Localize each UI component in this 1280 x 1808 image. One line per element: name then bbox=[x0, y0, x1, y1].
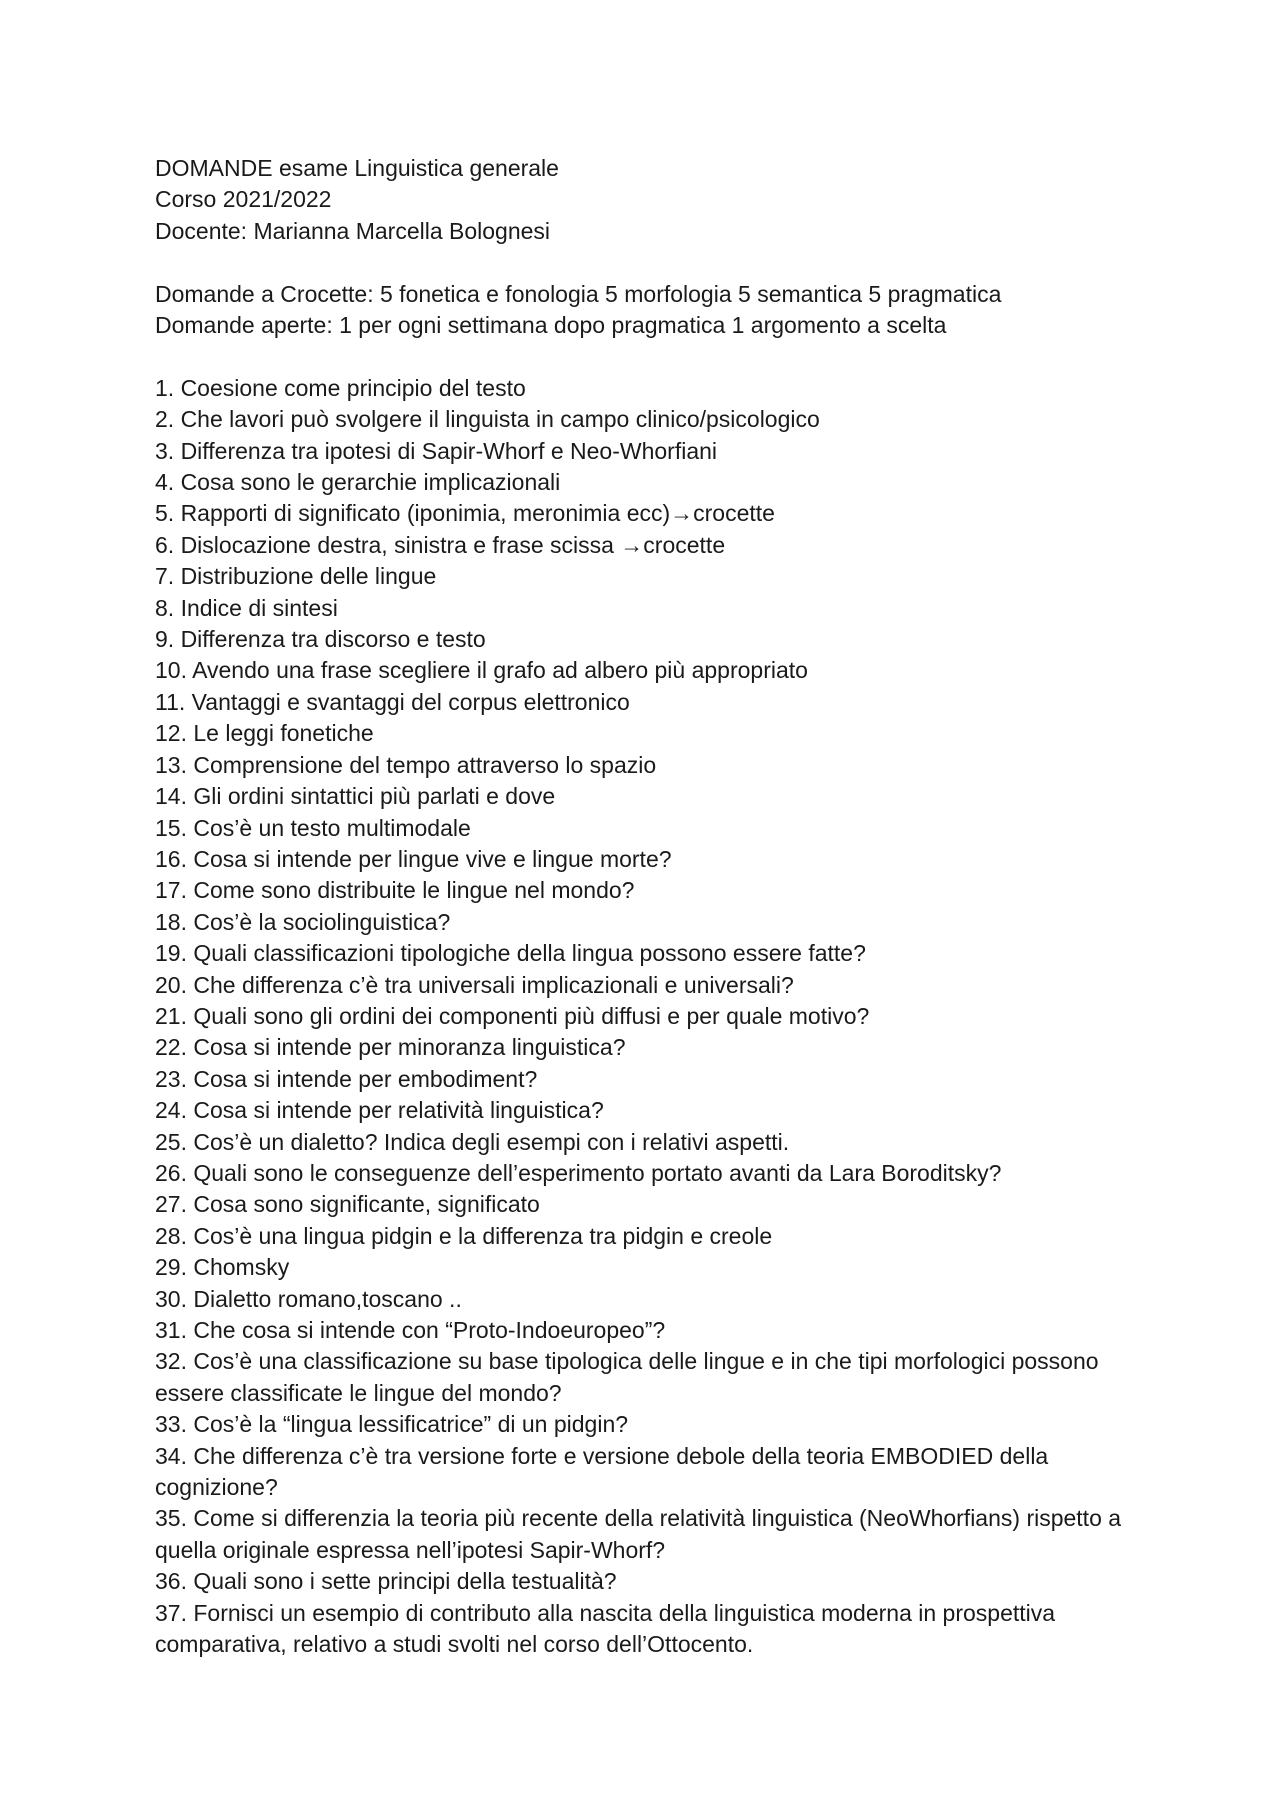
question-item: 21. Quali sono gli ordini dei componenti più diffusi e per quale motivo? bbox=[155, 1002, 870, 1029]
question-item: 34. Che differenza c’è tra versione forte e versione debole della teoria EMBODIED della cognizione? bbox=[155, 1442, 1049, 1501]
question-item: 17. Come sono distribuite le lingue nel mondo? bbox=[155, 877, 635, 904]
question-item: 25. Cos’è un dialetto? Indica degli esempi con i relativi aspetti. bbox=[155, 1128, 790, 1155]
question-item: 12. Le leggi fonetiche bbox=[155, 720, 374, 747]
course-year: Corso 2021/2022 bbox=[155, 186, 332, 213]
question-item: 3. Differenza tra ipotesi di Sapir-Whorf e Neo-Whorfiani bbox=[155, 437, 718, 464]
question-item: 20. Che differenza c’è tra universali implicazionali e universali? bbox=[155, 971, 794, 998]
question-item: 2. Che lavori può svolgere il linguista in campo clinico/psicologico bbox=[155, 406, 820, 433]
question-item: 23. Cosa si intende per embodiment? bbox=[155, 1065, 538, 1092]
question-item: 7. Distribuzione delle lingue bbox=[155, 563, 437, 590]
question-item: 31. Che cosa si intende con “Proto-Indoeuropeo”? bbox=[155, 1317, 666, 1343]
question-item: 18. Cos’è la sociolinguistica? bbox=[155, 908, 451, 935]
question-item: 5. Rapporti di significato (iponimia, meronimia ecc)→crocette bbox=[155, 500, 775, 527]
question-item: 28. Cos’è una lingua pidgin e la differenza tra pidgin e creole bbox=[155, 1222, 773, 1249]
question-item: 29. Chomsky bbox=[155, 1254, 290, 1281]
question-item: 4. Cosa sono le gerarchie implicazionali bbox=[155, 469, 561, 496]
question-item: 6. Dislocazione destra, sinistra e frase scissa →crocette bbox=[155, 531, 726, 558]
question-item: 14. Gli ordini sintattici più parlati e dove bbox=[155, 783, 556, 810]
open-questions-info: Domande aperte: 1 per ogni settimana dopo pragmatica 1 argomento a scelta bbox=[155, 312, 947, 339]
question-item: 15. Cos’è un testo multimodale bbox=[155, 814, 471, 841]
question-item: 8. Indice di sintesi bbox=[155, 594, 338, 621]
question-item: 27. Cosa sono significante, significato bbox=[155, 1191, 540, 1218]
question-item: 22. Cosa si intende per minoranza linguistica? bbox=[155, 1034, 626, 1061]
question-item: 26. Quali sono le conseguenze dell’esperimento portato avanti da Lara Boroditsky? bbox=[155, 1159, 1002, 1186]
spacer bbox=[155, 341, 1155, 372]
question-item: 19. Quali classificazioni tipologiche della lingua possono essere fatte? bbox=[155, 940, 866, 967]
document-page bbox=[155, 153, 1155, 1660]
question-item: 1. Coesione come principio del testo bbox=[155, 374, 526, 401]
teacher-name: Docente: Marianna Marcella Bolognesi bbox=[155, 217, 551, 244]
question-item: 13. Comprensione del tempo attraverso lo spazio bbox=[155, 751, 657, 778]
spacer bbox=[155, 247, 1155, 278]
questions-list bbox=[155, 373, 1155, 1661]
question-item: 10. Avendo una frase scegliere il grafo ad albero più appropriato bbox=[155, 657, 808, 684]
question-item: 33. Cos’è la “lingua lessificatrice” di un pidgin? bbox=[155, 1411, 629, 1438]
question-item: 35. Come si differenzia la teoria più recente della relatività linguistica (NeoWhorfians) rispetto a quella originale espressa nell’ipotesi Sapir-Whorf? bbox=[155, 1505, 1122, 1563]
document-title: DOMANDE esame Linguistica generale bbox=[155, 155, 559, 181]
question-item: 16. Cosa si intende per lingue vive e lingue morte? bbox=[155, 845, 672, 872]
question-item: 11. Vantaggi e svantaggi del corpus elettronico bbox=[155, 688, 630, 715]
question-item: 32. Cos’è una classificazione su base tipologica delle lingue e in che tipi morfologici possono essere classificate le lingue del mondo? bbox=[155, 1348, 1099, 1406]
question-item: 24. Cosa si intende per relatività linguistica? bbox=[155, 1097, 604, 1124]
question-item: 9. Differenza tra discorso e testo bbox=[155, 626, 486, 653]
question-item: 36. Quali sono i sette principi della testualità? bbox=[155, 1568, 617, 1595]
question-item: 30. Dialetto romano,toscano .. bbox=[155, 1285, 462, 1312]
multiple-choice-info: Domande a Crocette: 5 fonetica e fonologia 5 morfologia 5 semantica 5 pragmatica bbox=[155, 280, 1002, 307]
question-item: 37. Fornisci un esempio di contributo alla nascita della linguistica moderna in prospettiva comparativa, relativo a studi svolti nel corso dell’Ottocento. bbox=[155, 1599, 1056, 1658]
